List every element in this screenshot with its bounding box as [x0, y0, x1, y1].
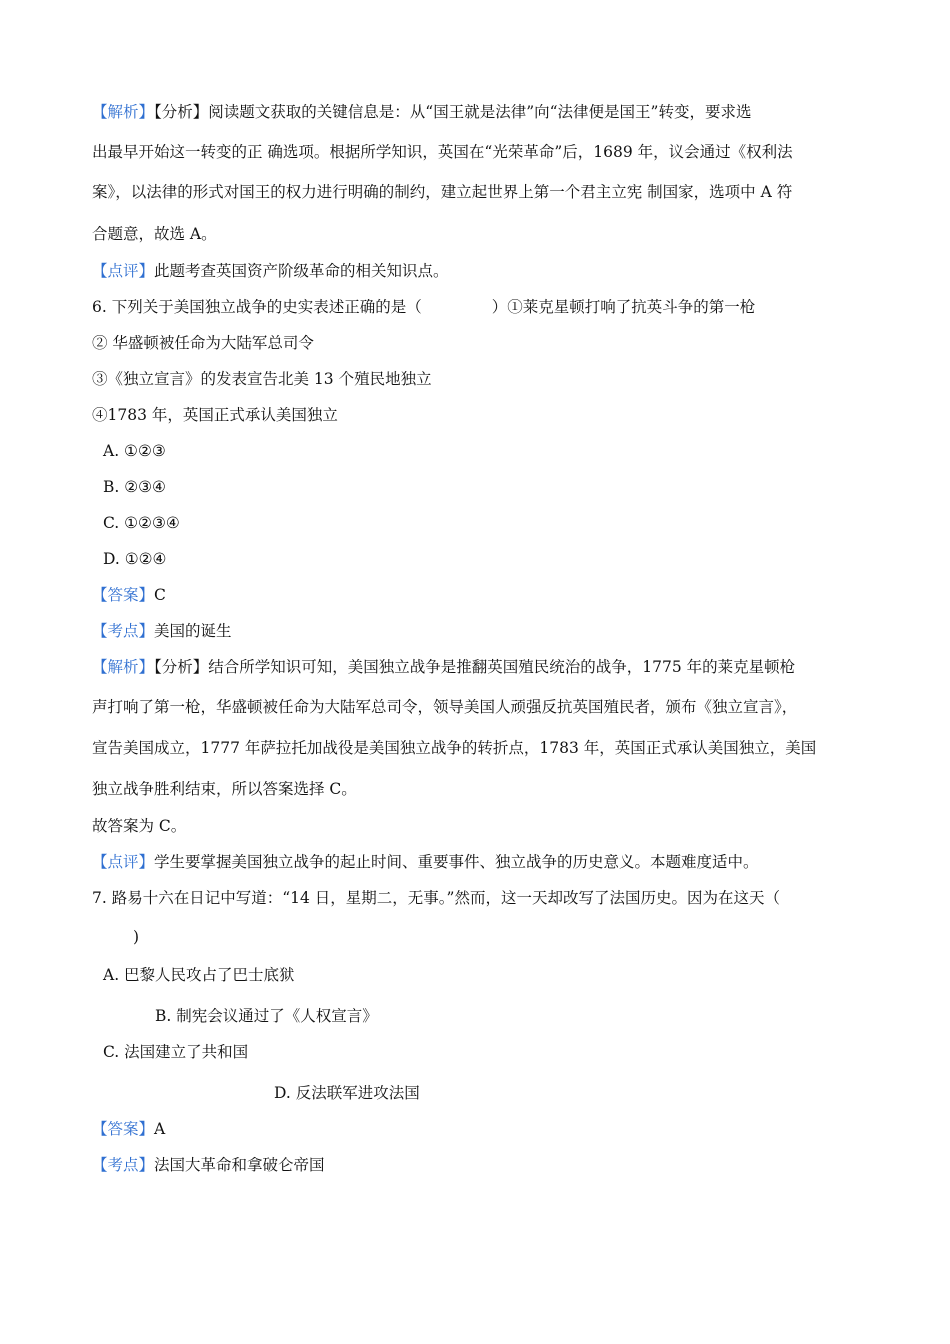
- question-7-stem-close: ): [133, 928, 140, 946]
- analysis-line: 合题意，故选 A。: [92, 225, 217, 243]
- comment-line: [92, 260, 449, 282]
- option-a: A. 巴黎人民攻占了巴士底狱: [103, 966, 295, 984]
- topic-value: 法国大革命和拿破仑帝国: [154, 1156, 325, 1174]
- option-a: A. ①②③: [103, 442, 166, 460]
- topic-value: 美国的诞生: [154, 622, 232, 640]
- option-d: D. ①②④: [103, 550, 167, 568]
- question-7-stem: 7. 路易十六在日记中写道：“14 日，星期二，无事。”然而，这一天却改写了法国历史。因为在这天（: [92, 889, 780, 907]
- answer-value: C: [154, 586, 166, 604]
- answer-line: [92, 1118, 165, 1140]
- analysis-text: 【分析】结合所学知识可知，美国独立战争是推翻英国殖民统治的战争，1775 年的莱克星顿枪: [154, 658, 796, 676]
- stem-right: ）①莱克星顿打响了抗英斗争的第一枪: [491, 298, 756, 316]
- statement-item: ③《独立宣言》的发表宣告北美 13 个殖民地独立: [92, 370, 432, 388]
- analysis-line: 声打响了第一枪，华盛顿被任命为大陆军总司令，领导美国人顽强反抗英国殖民者，颁布《独立宣言》，: [92, 698, 798, 716]
- comment-text: 学生要掌握美国独立战争的起止时间、重要事件、独立战争的历史意义。本题难度适中。: [154, 853, 759, 871]
- comment-line: [92, 851, 759, 873]
- statement-item: ④1783 年，英国正式承认美国独立: [92, 406, 338, 424]
- tag-dianping: 【点评】: [92, 262, 155, 280]
- option-b: B. ②③④: [103, 478, 166, 496]
- tag-kaodian: 【考点】: [92, 1156, 155, 1174]
- stem-left: 6. 下列关于美国独立战争的史实表述正确的是（: [92, 298, 422, 316]
- analysis-text: 【分析】阅读题文获取的关键信息是：从“国王就是法律”向“法律便是国王”转变，要求选: [154, 103, 752, 121]
- statement-item: ② 华盛顿被任命为大陆军总司令: [92, 334, 314, 352]
- topic-line: [92, 620, 232, 642]
- option-d: D. 反法联军进攻法国: [274, 1084, 420, 1102]
- topic-line: [92, 1154, 325, 1176]
- option-c: C. ①②③④: [103, 514, 180, 532]
- tag-daan: 【答案】: [92, 1120, 155, 1138]
- tag-jiexi: 【解析】: [92, 658, 155, 676]
- tag-jiexi: 【解析】: [92, 103, 155, 121]
- analysis-line: [92, 656, 795, 678]
- answer-line: [92, 584, 166, 606]
- option-c: C. 法国建立了共和国: [103, 1043, 249, 1061]
- tag-kaodian: 【考点】: [92, 622, 155, 640]
- analysis-line: 出最早开始这一转变的正 确选项。根据所学知识，英国在“光荣革命”后，1689 年，议会通过《权利法: [92, 143, 793, 161]
- comment-text: 此题考查英国资产阶级革命的相关知识点。: [154, 262, 449, 280]
- analysis-line: [92, 101, 751, 123]
- analysis-line: 案》，以法律的形式对国王的权力进行明确的制约，建立起世界上第一个君主立宪 制国家，选项中 A 符: [92, 183, 793, 201]
- tag-dianping: 【点评】: [92, 853, 155, 871]
- question-6-stem: [92, 296, 755, 318]
- analysis-line: 宣告美国成立，1777 年萨拉托加战役是美国独立战争的转折点，1783 年，英国正式承认美国独立，美国: [92, 739, 817, 757]
- option-b: B. 制宪会议通过了《人权宣言》: [155, 1007, 378, 1025]
- tag-daan: 【答案】: [92, 586, 155, 604]
- answer-value: A: [154, 1120, 166, 1138]
- conclusion-line: 故答案为 C。: [92, 817, 187, 835]
- analysis-line: 独立战争胜利结束，所以答案选择 C。: [92, 780, 357, 798]
